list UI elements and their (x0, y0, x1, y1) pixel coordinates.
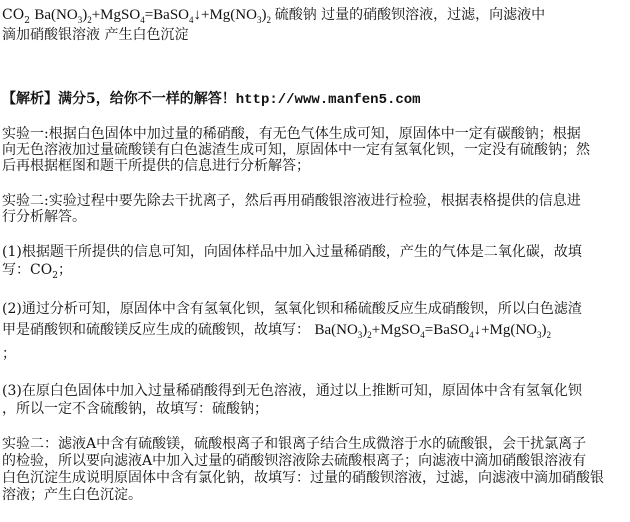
paragraph-line: (3)在原白色固体中加入过量稀硝酸得到无色溶液，通过以上推断可知，原固体中含有氢氧化钡 (2, 383, 582, 399)
paragraph-line: 白色沉淀生成说明原固体中含有氯化钠，故填写：过量的硝酸钡溶液，过滤，向滤液中滴加硝酸银 (2, 470, 604, 486)
reaction-formula-top: $Ba(NO_3)_2+MgSO_4=BaSO_4↓+Mg(NO_3)_2$ (34, 7, 271, 25)
paragraph-line: (2)通过分析可知，原固体中含有氢氧化钡，氢氧化钡和稀硫酸反应生成硝酸钡，所以白色滤渣 (2, 301, 582, 317)
analysis-tag: 【解析】满分5，给你不一样的解答！ (2, 91, 236, 107)
paragraph-line: 实验二：滤液A中含有硫酸镁，硫酸根离子和银离子结合生成微溶于水的硫酸银，会干扰氯离子 (2, 436, 587, 452)
paragraph-line: 向无色溶液加过量硫酸镁有白色滤渣生成可知，原固体中一定有氢氧化钡，一定没有硫酸钠；然 (2, 142, 590, 158)
paragraph-line: 写：$CO_2$； (2, 262, 72, 281)
reaction-formula-answer: $Ba(NO_3)_2+MgSO_4=BaSO_4↓+Mg(NO_3)_2$ (314, 322, 552, 340)
paragraph-line: ，所以一定不含硫酸钠，故填写：硫酸钠； (2, 401, 268, 417)
answer-line-1-tail: 硫酸钠 过量的硝酸钡溶液，过滤，向滤液中 (274, 7, 546, 23)
paragraph-line: (1)根据题干所提供的信息可知，向固体样品中加入过量稀硝酸，产生的气体是二氧化碳，故填 (2, 244, 582, 260)
paragraph-line: 实验一:根据白色固体中加过量的稀硝酸，有无色气体生成可知，原固体中一定有碳酸钠；根据 (2, 126, 581, 142)
paragraph-line: 溶液；产生白色沉淀。 (2, 487, 142, 503)
paragraph-line: 后再根据框图和题干所提供的信息进行分析解答； (2, 158, 310, 174)
analysis-header (2, 90, 421, 109)
paragraph-line: 行分析解答。 (2, 209, 86, 225)
paragraph-line: 实验二:实验过程中要先除去干扰离子，然后再用硝酸银溶液进行检验，根据表格提供的信息进 (2, 193, 581, 209)
paragraph-line: 的检验，所以要向滤液A中加入过量的硝酸钡溶液除去硫酸根离子；向滤液中滴加硝酸银溶液有 (2, 453, 587, 469)
answer-line-2: 滴加硝酸银溶液 产生白色沉淀 (2, 27, 189, 43)
source-url[interactable]: http://www.manfen5.com (235, 92, 421, 108)
paragraph-line: 甲是硝酸钡和硫酸镁反应生成的硫酸钡，故填写： $Ba(NO_3)_2+MgSO_4=BaSO_4↓+Mg(NO_3)_2$ (2, 322, 552, 340)
co2-text: $CO_2$ (2, 7, 30, 26)
paragraph-line: ； (2, 346, 16, 362)
